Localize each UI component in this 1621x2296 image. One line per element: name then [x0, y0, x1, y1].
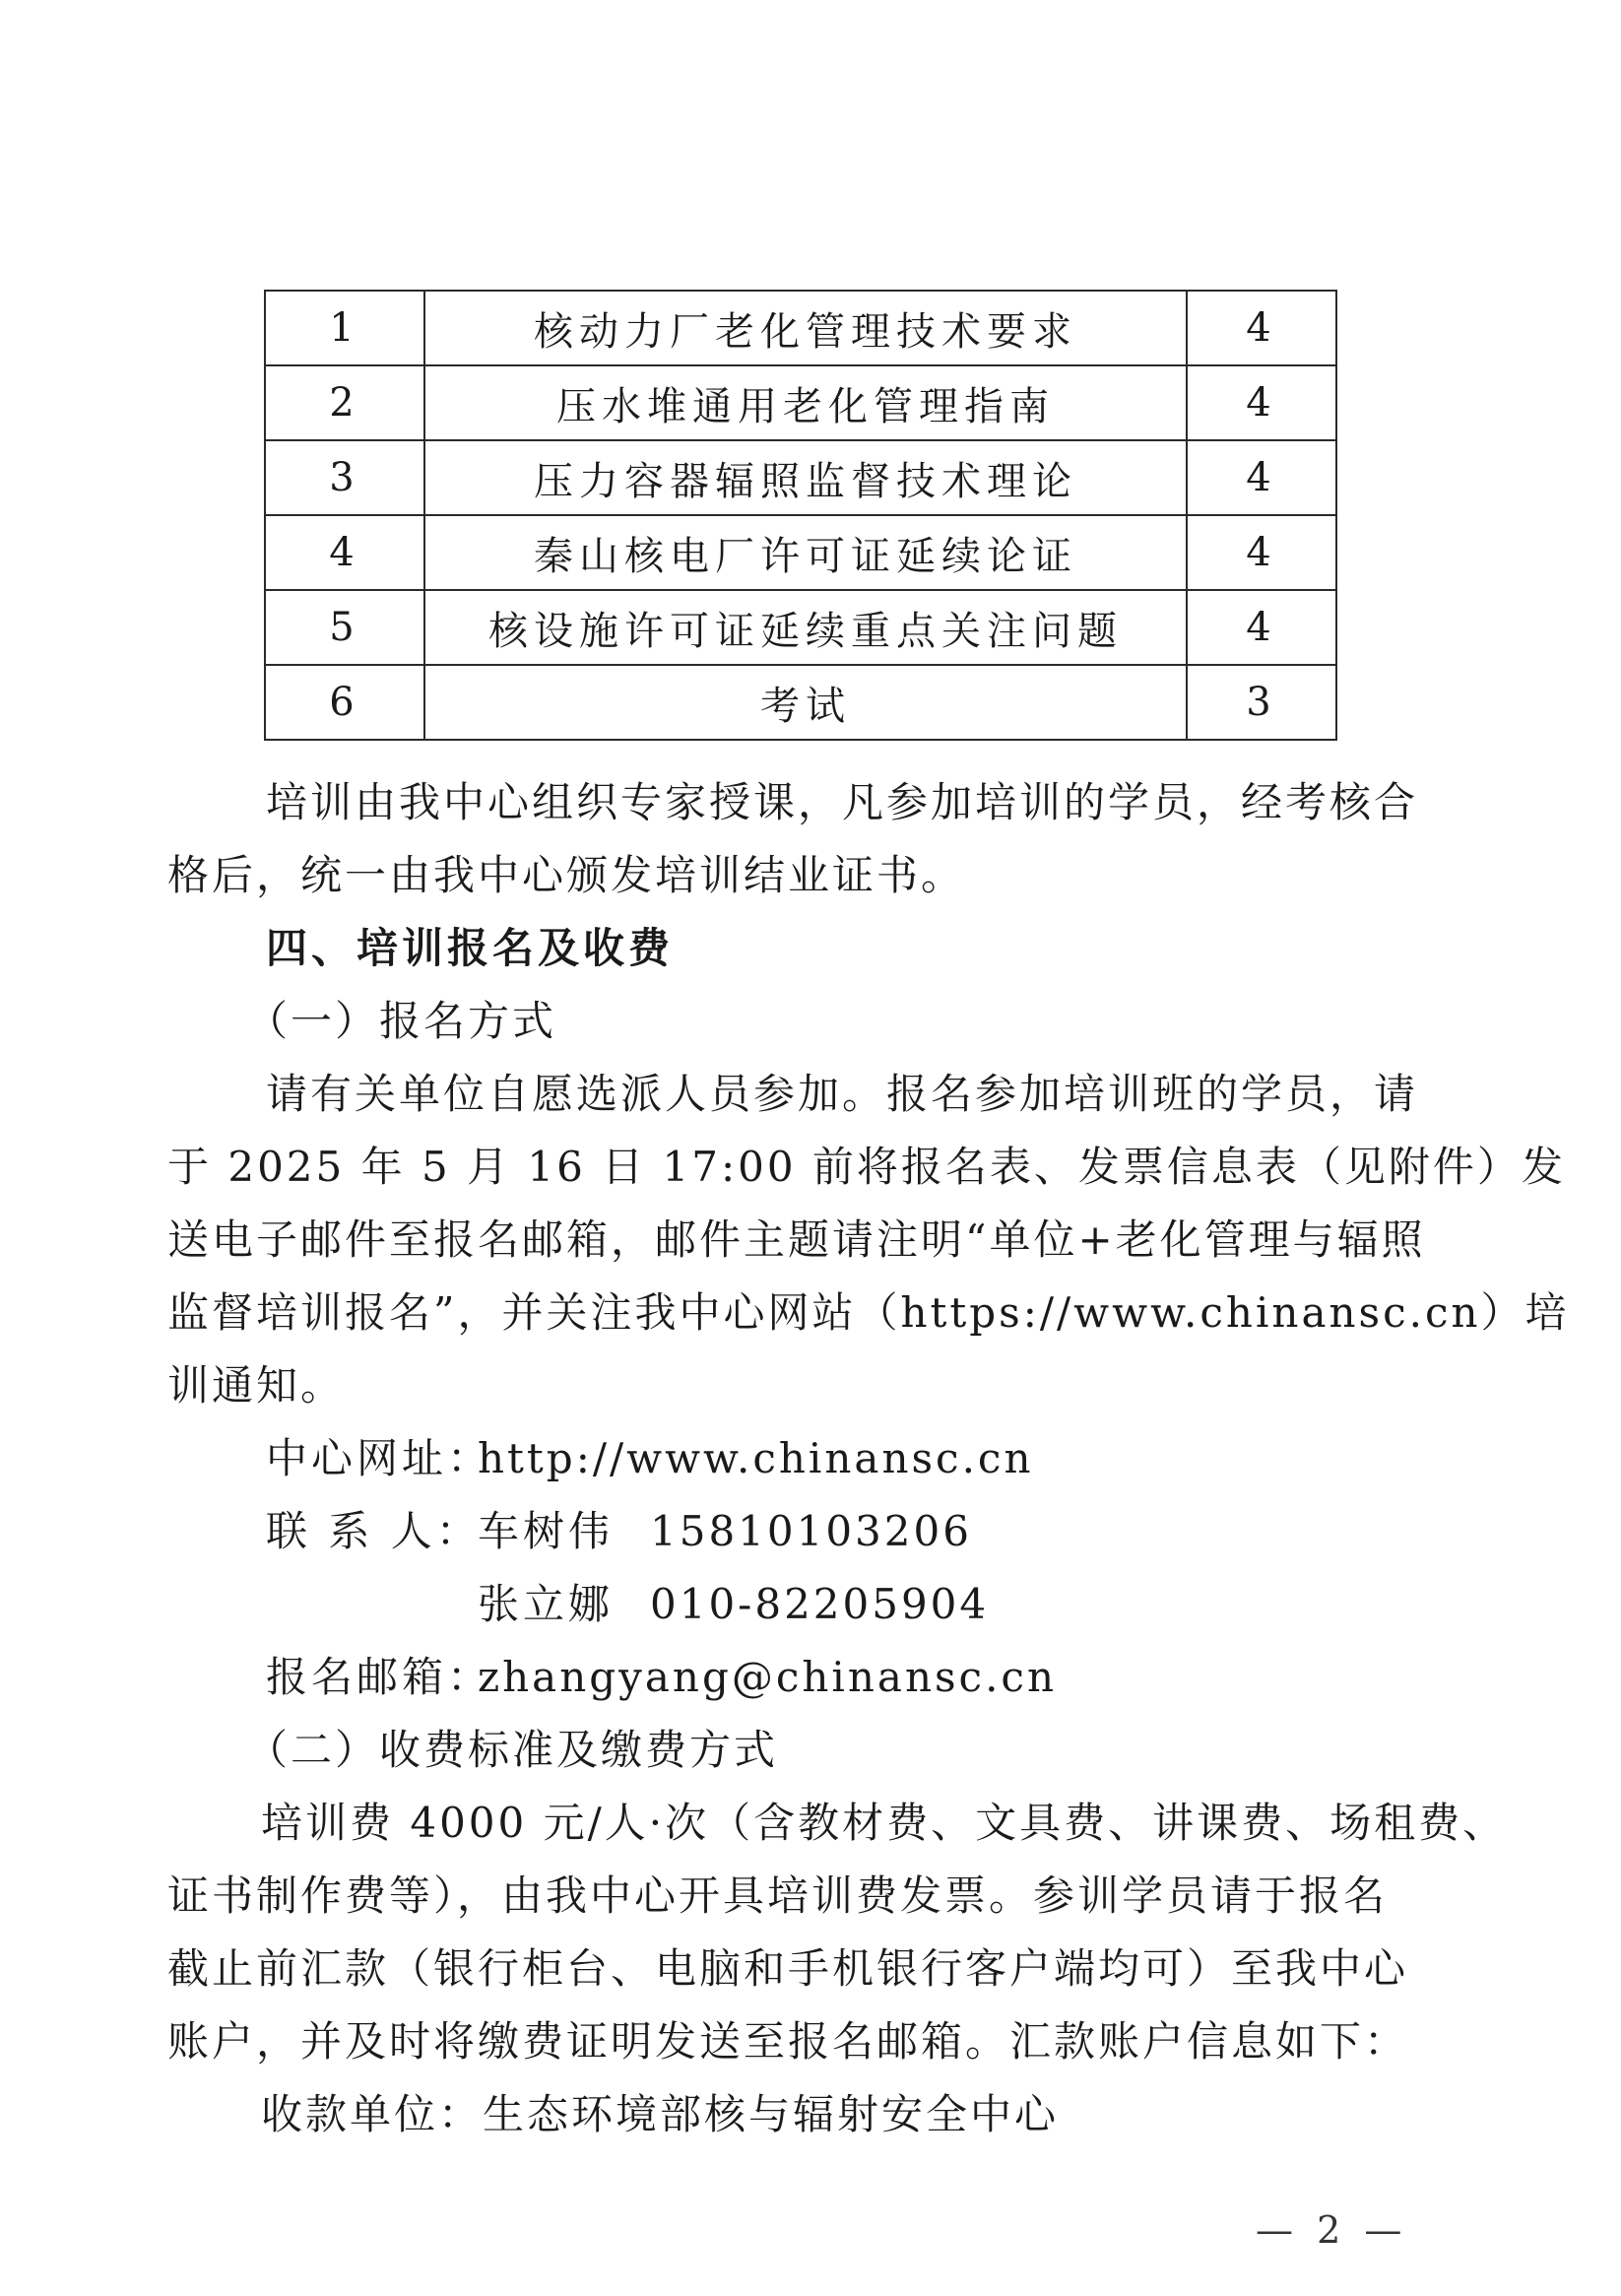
table-row: [265, 515, 1336, 590]
course-hours: 4: [1187, 440, 1336, 515]
course-title: 核设施许可证延续重点关注问题: [424, 590, 1187, 665]
email-label: 报名邮箱：: [266, 1653, 493, 1701]
paragraph-line: 格后，统一由我中心颁发培训结业证书。: [167, 851, 966, 899]
paragraph-line: 监督培训报名”，并关注我中心网站（https://www.chinansc.cn）培: [167, 1288, 1570, 1337]
contact-phone: 010-82205904: [650, 1580, 990, 1628]
row-number: 6: [265, 665, 424, 740]
table-row: [265, 665, 1336, 740]
row-number: 4: [265, 515, 424, 590]
table-row: [265, 440, 1336, 515]
table-row: [265, 365, 1336, 440]
subsection-heading: （二）收费标准及缴费方式: [246, 1726, 779, 1774]
paragraph-line: 培训费 4000 元/人·次（含教材费、文具费、讲课费、场租费、: [261, 1799, 1508, 1847]
contact-row: [266, 1499, 1517, 1558]
course-hours: 4: [1187, 365, 1336, 440]
course-hours: 4: [1187, 291, 1336, 365]
contact-phone: 15810103206: [650, 1507, 972, 1555]
paragraph-line: 培训由我中心组织专家授课，凡参加培训的学员，经考核合: [266, 778, 1419, 826]
subsection-heading: （一）报名方式: [246, 997, 557, 1045]
table-row: [265, 590, 1336, 665]
row-number: 2: [265, 365, 424, 440]
email-row: [266, 1645, 1517, 1704]
paragraph-line: 于 2025 年 5 月 16 日 17:00 前将报名表、发票信息表（见附件）发: [167, 1143, 1566, 1191]
payee-line: 收款单位：生态环境部核与辐射安全中心: [261, 2090, 1060, 2138]
course-title: 核动力厂老化管理技术要求: [424, 291, 1187, 365]
course-table: [264, 290, 1337, 741]
paragraph-line: 账户，并及时将缴费证明发送至报名邮箱。汇款账户信息如下：: [167, 2017, 1409, 2066]
section-heading: 四、培训报名及收费: [266, 924, 675, 972]
course-title: 考试: [424, 665, 1187, 740]
row-number: 5: [265, 590, 424, 665]
website-link[interactable]: http://www.chinansc.cn: [478, 1434, 1034, 1482]
email-link[interactable]: zhangyang@chinansc.cn: [478, 1653, 1057, 1701]
course-hours: 3: [1187, 665, 1336, 740]
paragraph-line: 送电子邮件至报名邮箱，邮件主题请注明“单位+老化管理与辐照: [167, 1215, 1426, 1264]
paragraph-line: 证书制作费等），由我中心开具培训费发票。参训学员请于报名: [167, 1871, 1389, 1920]
table-row: [265, 291, 1336, 365]
contact-name: 张立娜: [478, 1580, 615, 1628]
paragraph-line: 截止前汇款（银行柜台、电脑和手机银行客户端均可）至我中心: [167, 1944, 1409, 1993]
course-title: 压水堆通用老化管理指南: [424, 365, 1187, 440]
contact-label: 联 系 人：: [266, 1507, 482, 1555]
course-title: 秦山核电厂许可证延续论证: [424, 515, 1187, 590]
row-number: 3: [265, 440, 424, 515]
contact-row: [266, 1572, 1517, 1631]
row-number: 1: [265, 291, 424, 365]
course-hours: 4: [1187, 515, 1336, 590]
course-hours: 4: [1187, 590, 1336, 665]
website-label: 中心网址：: [266, 1434, 493, 1482]
paragraph-line: 请有关单位自愿选派人员参加。报名参加培训班的学员，请: [266, 1070, 1419, 1118]
course-table-body: [265, 291, 1336, 740]
page-number: — 2 —: [1256, 2208, 1408, 2252]
course-title: 压力容器辐照监督技术理论: [424, 440, 1187, 515]
website-row: [266, 1426, 1517, 1485]
paragraph-line: 训通知。: [167, 1361, 346, 1410]
contact-name: 车树伟: [478, 1507, 615, 1555]
